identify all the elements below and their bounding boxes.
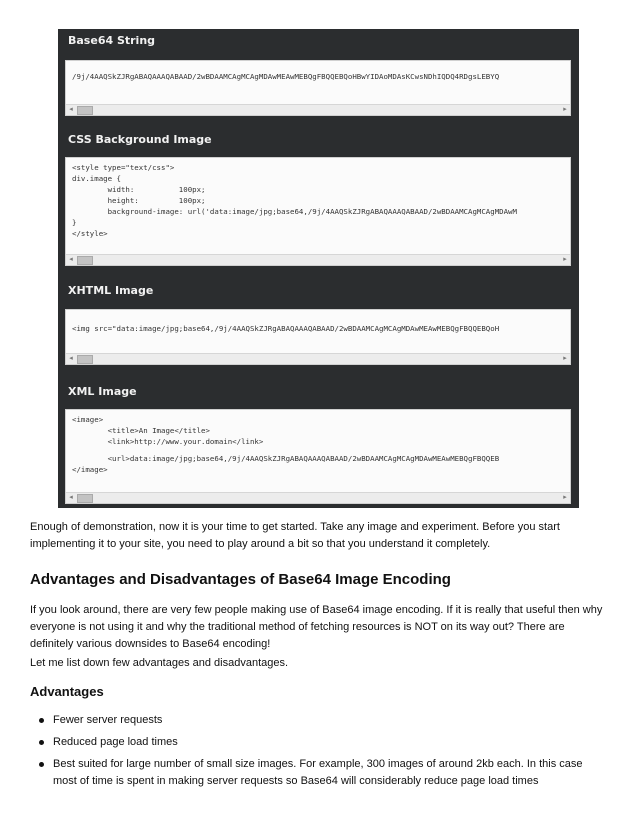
code-example-screenshot [58,29,579,508]
code-block [66,158,570,239]
scroll-right-icon[interactable]: ▸ [563,494,567,501]
body-paragraph: If you look around, there are very few people making use of Base64 image encoding. If it is really that useful then why everyone is not using it and why the traditional method of fetching resources is NOT on its way out? There are definitely various downsides to Base64 encoding! [30,604,603,650]
section-heading: Advantages and Disadvantages of Base64 Image Encoding [30,571,451,588]
scroll-thumb[interactable] [77,494,93,503]
scroll-thumb[interactable] [77,256,93,265]
list-item [30,734,600,751]
horizontal-scrollbar[interactable] [66,254,570,265]
code-line: <title>An Image</title> [72,426,210,435]
scroll-right-icon[interactable]: ▸ [563,355,567,362]
scroll-left-icon[interactable]: ◂ [69,355,73,362]
scroll-thumb[interactable] [77,106,93,115]
intro-paragraph: Enough of demonstration, now it is your time to get started. Take any image and experiment. Before you start implementing it to your site, you need to play around a bit so that you understand it completely. [30,521,560,550]
section-title-xhtml: XHTML Image [68,284,154,297]
list-item-text: Reduced page load times [53,736,178,748]
bullet-icon [39,718,44,723]
horizontal-scrollbar[interactable] [66,492,570,503]
bullet-icon [39,740,44,745]
code-box-base64-string [65,60,571,116]
scroll-right-icon[interactable]: ▸ [563,106,567,113]
list-item-text: Fewer server requests [53,714,163,726]
section-title-xml: XML Image [68,385,137,398]
section-title-base64-string: Base64 String [68,34,156,47]
scroll-left-icon[interactable]: ◂ [69,106,73,113]
scroll-right-icon[interactable]: ▸ [563,256,567,263]
advantages-list [30,712,600,795]
list-item-text: Best suited for large number of small size images. For example, 300 images of around 2kb each. In this case most of time is spent in making server requests so Base64 will considerably reduce page load times [53,758,583,787]
advantages-heading: Advantages [30,684,104,699]
horizontal-scrollbar[interactable] [66,353,570,364]
code-line: height: 100px; [72,196,206,205]
scroll-thumb[interactable] [77,355,93,364]
list-item [30,756,600,790]
code-line: /9j/4AAQSkZJRgABAQAAAQABAAD/2wBDAAMCAgMCAgMDAwMEAwMEBQgFBQQEBQoHBwYIDAoMDAsKCwsNDhIQDQ4RDgsLEBYQ [72,72,500,81]
scroll-left-icon[interactable]: ◂ [69,494,73,501]
code-line: div.image { [72,174,121,183]
code-line: <style type="text/css"> [72,163,175,172]
section-title-css-background: CSS Background Image [68,133,212,146]
horizontal-scrollbar[interactable] [66,104,570,115]
code-line: <image> [72,415,104,424]
code-line: </image> [72,465,108,474]
code-line: <url>data:image/jpg;base64,/9j/4AAQSkZJRgABAQAAAQABAAD/2wBDAAMCAgMCAgMDAwMEAwMEBQgFBQQEB [72,454,500,463]
list-item [30,712,600,729]
code-box-xhtml [65,309,571,365]
code-box-xml [65,409,571,504]
code-line: width: 100px; [72,185,206,194]
code-line: </style> [72,229,108,238]
scroll-left-icon[interactable]: ◂ [69,256,73,263]
code-block [66,410,570,475]
code-line: } [72,218,77,227]
code-line: <link>http://www.your.domain</link> [72,437,264,446]
code-box-css-background [65,157,571,266]
code-line: <img src="data:image/jpg;base64,/9j/4AAQSkZJRgABAQAAAQABAAD/2wBDAAMCAgMCAgMDAwMEAwMEBQgFBQQEBQoH [72,324,500,333]
list-intro: Let me list down few advantages and disadvantages. [30,657,289,669]
code-line: background-image: url('data:image/jpg;base64,/9j/4AAQSkZJRgABAQAAAQABAAD/2wBDAAMCAgMCAgMDAwM [72,207,517,216]
bullet-icon [39,762,44,767]
